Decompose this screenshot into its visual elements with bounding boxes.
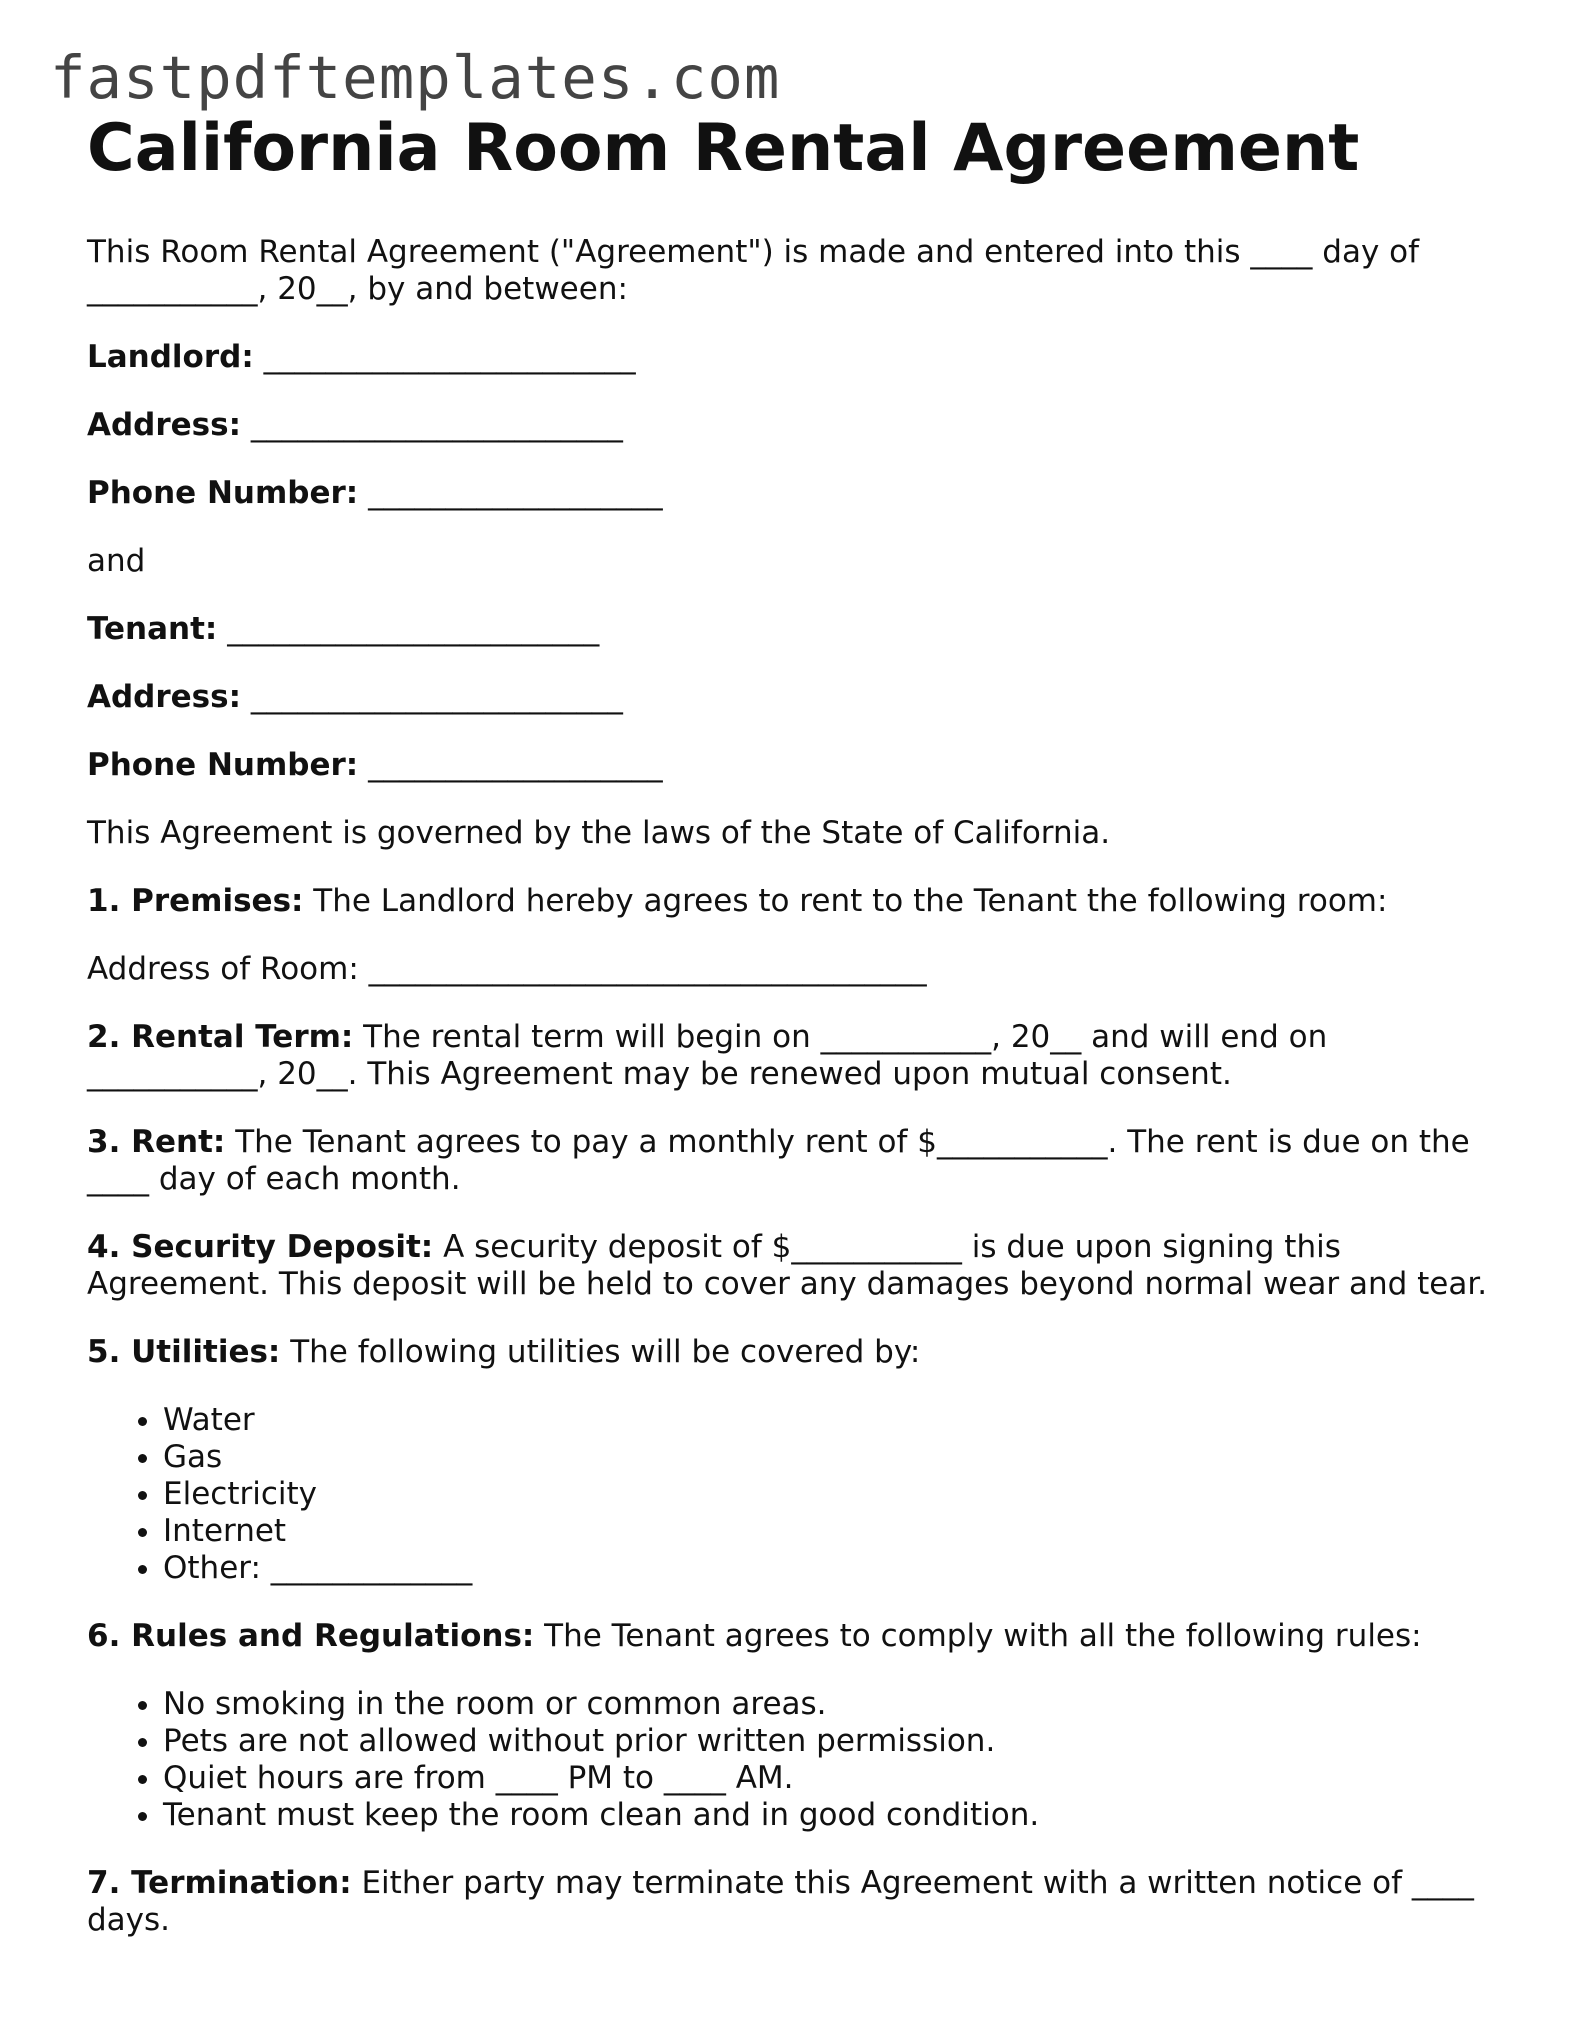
landlord-name-line [87, 339, 1507, 376]
utilities-text: The following utilities will be covered by: [290, 1334, 921, 1370]
rules-heading: 6. Rules and Regulations: [87, 1618, 535, 1654]
landlord-name-blank: ________________________ [263, 339, 636, 375]
tenant-address-blank: ________________________ [250, 679, 623, 715]
tenant-phone-label: Phone Number: [87, 747, 359, 783]
termination-heading: 7. Termination: [87, 1865, 352, 1901]
document-page [87, 104, 1507, 1939]
rules-text: The Tenant agrees to comply with all the following rules: [544, 1618, 1422, 1654]
landlord-phone-blank: ___________________ [368, 475, 663, 511]
landlord-address-label: Address: [87, 407, 241, 443]
list-item: • Electricity [163, 1476, 1507, 1513]
rent-heading: 3. Rent: [87, 1124, 226, 1160]
watermark: fastpdftemplates.com [50, 43, 781, 112]
section-premises [87, 883, 1507, 920]
rules-list [87, 1686, 1507, 1834]
tenant-name-label: Tenant: [87, 611, 218, 647]
section-rent [87, 1124, 1507, 1198]
landlord-address-blank: ________________________ [250, 407, 623, 443]
document-title: California Room Rental Agreement [87, 111, 1360, 186]
section-rules [87, 1618, 1507, 1655]
tenant-address-label: Address: [87, 679, 241, 715]
landlord-phone-line [87, 475, 1507, 512]
list-item: • Gas [163, 1439, 1507, 1476]
utilities-heading: 5. Utilities: [87, 1334, 281, 1370]
landlord-name-label: Landlord: [87, 339, 254, 375]
security-deposit-text: A security deposit of $___________ is due upon signing this Agreement. This deposit will be held to cover any damages beyond normal wear and tear. [87, 1229, 1488, 1302]
list-item: • No smoking in the room or common areas. [163, 1686, 1507, 1723]
premises-text: The Landlord hereby agrees to rent to the Tenant the following room: [313, 883, 1388, 919]
intro-paragraph: This Room Rental Agreement ("Agreement") is made and entered into this ____ day of ___________, 20__, by and between: [87, 234, 1420, 307]
section-utilities [87, 1334, 1507, 1371]
list-item: • Tenant must keep the room clean and in good condition. [163, 1797, 1507, 1834]
landlord-phone-label: Phone Number: [87, 475, 359, 511]
list-item: • Quiet hours are from ____ PM to ____ AM. [163, 1760, 1507, 1797]
list-item: • Water [163, 1402, 1507, 1439]
utilities-list [87, 1402, 1507, 1587]
rental-term-text: The rental term will begin on ___________, 20__ and will end on ___________, 20__. This Agreement may be renewed upon mutual consent. [87, 1019, 1328, 1092]
section-rental-term [87, 1019, 1507, 1093]
section-security-deposit [87, 1229, 1507, 1303]
and-text: and [87, 543, 146, 579]
rent-text: The Tenant agrees to pay a monthly rent of $___________. The rent is due on the ____ day of each month. [87, 1124, 1470, 1197]
landlord-address-line [87, 407, 1507, 444]
tenant-phone-blank: ___________________ [368, 747, 663, 783]
security-deposit-heading: 4. Security Deposit: [87, 1229, 434, 1265]
list-item: • Internet [163, 1513, 1507, 1550]
premises-heading: 1. Premises: [87, 883, 304, 919]
tenant-name-line [87, 611, 1507, 648]
list-item: • Pets are not allowed without prior written permission. [163, 1723, 1507, 1760]
governing-law: This Agreement is governed by the laws of the State of California. [87, 815, 1111, 851]
termination-text: Either party may terminate this Agreement with a written notice of ____ days. [87, 1865, 1474, 1938]
list-item: • Other: _____________ [163, 1550, 1507, 1587]
section-termination [87, 1865, 1507, 1939]
rental-term-heading: 2. Rental Term: [87, 1019, 354, 1055]
tenant-address-line [87, 679, 1507, 716]
tenant-phone-line [87, 747, 1507, 784]
tenant-name-blank: ________________________ [227, 611, 600, 647]
room-address-line: Address of Room: ____________________________________ [87, 951, 927, 987]
